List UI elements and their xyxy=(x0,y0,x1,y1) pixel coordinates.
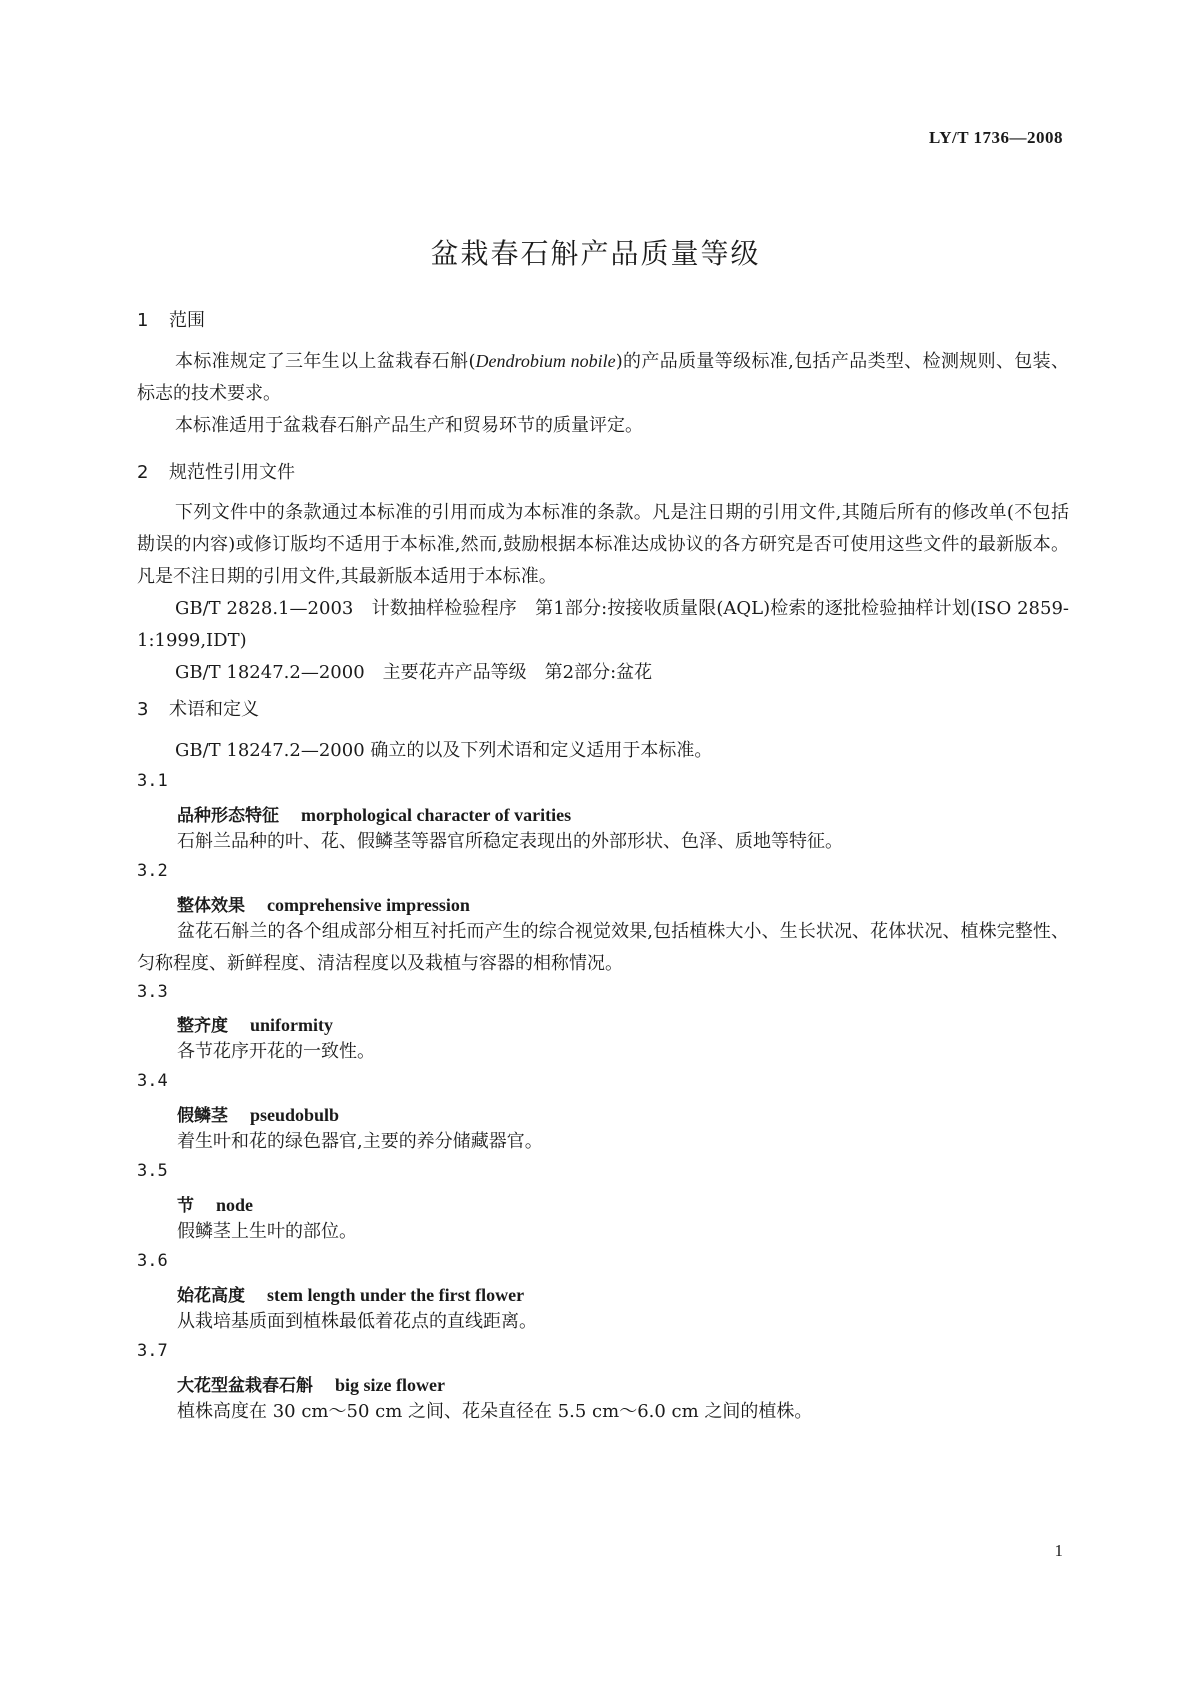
term-number: 3.1 xyxy=(137,771,168,791)
term-definition: 盆花石斛兰的各个组成部分相互衬托而产生的综合视觉效果,包括植株大小、生长状况、花体状况、植株完整性、匀称程度、新鲜程度、清洁程度以及栽植与容器的相称情况。 xyxy=(137,921,1069,974)
section-1-body xyxy=(137,345,1069,442)
term-zh: 节 xyxy=(177,1196,194,1216)
term-zh: 始花高度 xyxy=(177,1286,245,1306)
term-zh: 假鳞茎 xyxy=(177,1106,228,1126)
section-title: 术语和定义 xyxy=(169,699,259,720)
term-zh: 整体效果 xyxy=(177,896,245,916)
term-en: stem length under the first flower xyxy=(267,1285,525,1305)
reference-2: GB/T 18247.2—2000 主要花卉产品等级 第2部分:盆花 xyxy=(175,662,653,683)
standard-code: LY/T 1736—2008 xyxy=(928,128,1063,147)
applicability-paragraph: 本标准适用于盆栽春石斛产品生产和贸易环节的质量评定。 xyxy=(175,415,643,436)
term-heading xyxy=(177,1101,339,1126)
section-1-heading xyxy=(137,306,205,332)
term-number: 3.6 xyxy=(137,1251,168,1271)
term-definition: 石斛兰品种的叶、花、假鳞茎等器官所稳定表现出的外部形状、色泽、质地等特征。 xyxy=(177,831,843,852)
term-definition: 植株高度在 30 cm～50 cm 之间、花朵直径在 5.5 cm～6.0 cm 之间的植株。 xyxy=(177,1401,813,1422)
term-en: uniformity xyxy=(250,1015,333,1035)
terms-intro: GB/T 18247.2—2000 确立的以及下列术语和定义适用于本标准。 xyxy=(175,740,713,761)
term-heading xyxy=(177,1371,445,1396)
section-number: 1 xyxy=(137,310,149,331)
term-heading xyxy=(177,801,571,826)
section-2-body xyxy=(137,497,1069,689)
reference-1: GB/T 2828.1—2003 计数抽样检验程序 第1部分:按接收质量限(AQL)检索的逐批检验抽样计划(ISO 2859-1:1999,IDT) xyxy=(137,598,1069,651)
term-definition: 从栽培基质面到植株最低着花点的直线距离。 xyxy=(177,1311,537,1332)
latin-name: Dendrobium nobile xyxy=(475,351,616,371)
section-2-heading xyxy=(137,458,295,484)
term-heading xyxy=(177,891,470,916)
term-heading xyxy=(177,1281,524,1306)
term-zh: 整齐度 xyxy=(177,1016,228,1036)
term-en: pseudobulb xyxy=(250,1105,340,1125)
term-en: big size flower xyxy=(335,1375,445,1395)
term-zh: 品种形态特征 xyxy=(177,806,279,826)
scope-paragraph xyxy=(137,345,1069,410)
document-title: 盆栽春石斛产品质量等级 xyxy=(430,237,761,270)
term-zh: 大花型盆栽春石斛 xyxy=(177,1376,313,1396)
term-en: morphological character of varities xyxy=(301,805,572,825)
normative-paragraph: 下列文件中的条款通过本标准的引用而成为本标准的条款。凡是注日期的引用文件,其随后所有的修改单(不包括勘误的内容)或修订版均不适用于本标准,然而,鼓励根据本标准达成协议的各方研究是否可使用这些文件的最新版本。凡是不注日期的引用文件,其最新版本适用于本标准。 xyxy=(137,502,1069,587)
section-number: 2 xyxy=(137,462,149,483)
page-number: 1 xyxy=(1054,1541,1063,1560)
scope-text-a: 本标准规定了三年生以上盆栽春石斛( xyxy=(175,351,476,372)
term-definition: 着生叶和花的绿色器官,主要的养分储藏器官。 xyxy=(177,1131,543,1152)
section-title: 范围 xyxy=(169,310,205,331)
section-3-heading xyxy=(137,695,259,721)
term-definition: 假鳞茎上生叶的部位。 xyxy=(177,1221,357,1242)
term-en: comprehensive impression xyxy=(267,895,470,915)
section-title: 规范性引用文件 xyxy=(169,462,295,483)
term-number: 3.2 xyxy=(137,861,168,881)
term-number: 3.4 xyxy=(137,1071,168,1091)
section-3-body xyxy=(137,735,1069,767)
term-definition: 各节花序开花的一致性。 xyxy=(177,1041,375,1062)
term-number: 3.5 xyxy=(137,1161,168,1181)
term-heading xyxy=(177,1191,253,1216)
term-heading xyxy=(177,1011,333,1036)
scope-text-b: )的产品质量等级标准,包括产品类型、检测规则、包装、标志的技术要求。 xyxy=(137,351,1069,404)
term-en: node xyxy=(216,1195,254,1215)
term-number: 3.3 xyxy=(137,982,168,1002)
term-number: 3.7 xyxy=(137,1341,168,1361)
section-number: 3 xyxy=(137,699,149,720)
